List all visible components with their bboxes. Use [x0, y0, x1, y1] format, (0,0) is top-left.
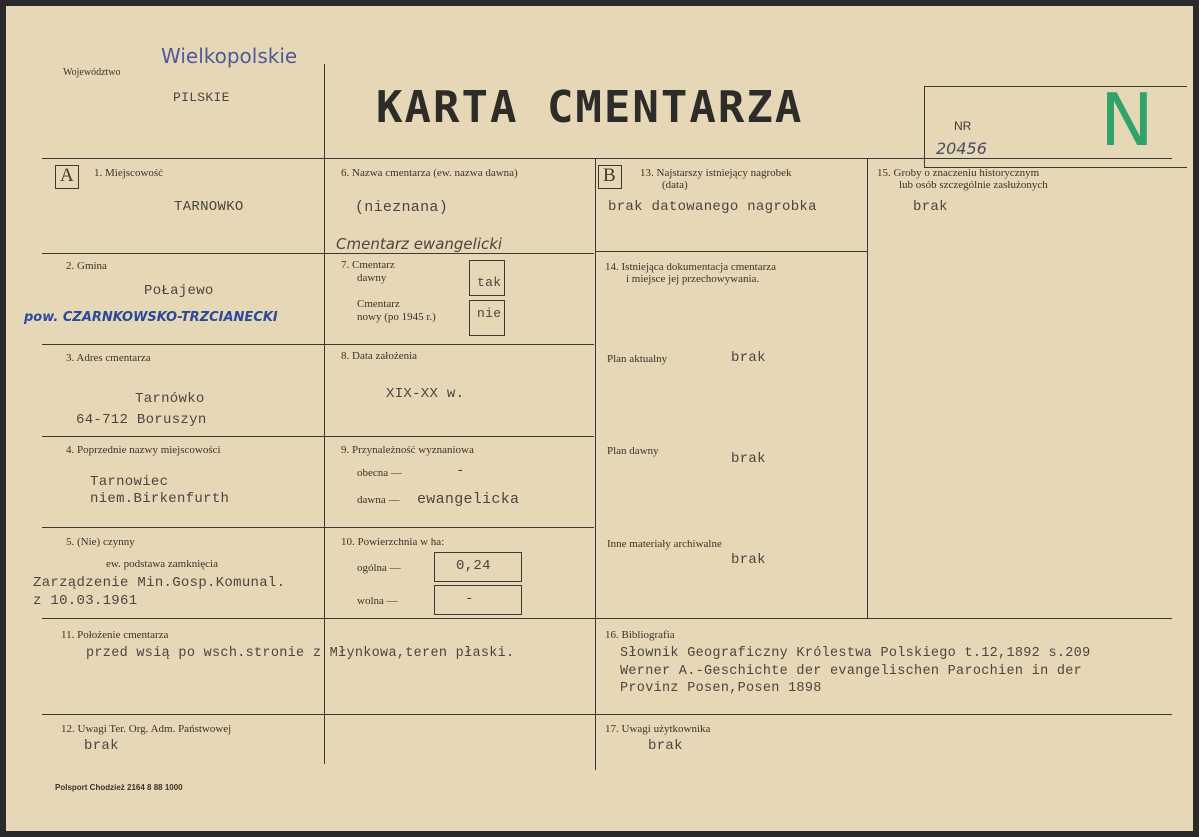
- cemetery-card: [6, 6, 1193, 831]
- category-letter: N: [1100, 78, 1154, 162]
- f14-label-line1: 14. Istniejąca dokumentacja cmentarza: [605, 261, 777, 273]
- divider: [42, 527, 594, 528]
- f5-value-line2: z 10.03.1961: [33, 593, 138, 609]
- f7-dawny-value: tak: [477, 275, 502, 290]
- f2-value: PoŁajewo: [144, 283, 214, 299]
- wojewodztwo-value: PILSKIE: [173, 90, 230, 105]
- divider: [42, 253, 594, 254]
- f9-dawna-value: ewangelicka: [417, 491, 520, 508]
- divider: [42, 344, 594, 345]
- inne-value: brak: [731, 552, 766, 568]
- f15-value: brak: [913, 199, 948, 215]
- f4-value-line2: niem.Birkenfurth: [90, 491, 230, 507]
- printer-imprint: Polsport Chodzież 2164 8 88 1000: [55, 783, 183, 792]
- f11-value: przed wsią po wsch.stronie z Młynkowa,teren płaski.: [86, 646, 515, 661]
- nr-label: NR: [954, 119, 972, 133]
- f7-label: 7. Cmentarz: [341, 259, 395, 271]
- card-title: KARTA CMENTARZA: [376, 82, 804, 133]
- f16-line3: Provinz Posen,Posen 1898: [620, 681, 822, 696]
- plan-aktualny-label: Plan aktualny: [607, 353, 668, 365]
- divider: [42, 618, 1172, 619]
- f17-label: 17. Uwagi użytkownika: [605, 723, 711, 735]
- f9-dawna-label: dawna —: [357, 494, 400, 506]
- f1-label: 1. Miejscowość: [94, 167, 164, 179]
- f17-value: brak: [648, 738, 683, 754]
- f7-dawny-label: dawny: [357, 272, 387, 284]
- divider: [42, 436, 594, 437]
- f5-label: 5. (Nie) czynny: [66, 536, 135, 548]
- f7-nowy-label-line1: Cmentarz: [357, 298, 400, 310]
- inne-label: Inne materiały archiwalne: [607, 538, 722, 550]
- f11-label: 11. Położenie cmentarza: [61, 629, 169, 641]
- divider: [42, 714, 1172, 715]
- f12-label: 12. Uwagi Ter. Org. Adm. Państwowej: [61, 723, 232, 735]
- f2-label: 2. Gmina: [66, 260, 107, 272]
- f16-line2: Werner A.-Geschichte der evangelischen Parochien in der: [620, 664, 1083, 679]
- f16-line1: Słownik Geograficzny Królestwa Polskiego t.12,1892 s.209: [620, 646, 1091, 661]
- f7-nowy-label-line2: nowy (po 1945 r.): [357, 311, 436, 323]
- f1-value: TARNOWKO: [174, 199, 244, 215]
- f15-label-line1: 15. Groby o znaczeniu historycznym: [877, 167, 1040, 179]
- plan-aktualny-value: brak: [731, 350, 766, 366]
- section-b-letter: B: [603, 165, 616, 186]
- f2-handwritten-district: pow. CZARNKOWSKO-TRZCIANECKI: [24, 310, 278, 325]
- f16-label: 16. Bibliografia: [605, 629, 675, 641]
- f9-obecna-value: -: [456, 463, 465, 479]
- f15-label-line2: lub osób szczególnie zasłużonych: [899, 179, 1048, 191]
- f4-value-line1: Tarnowiec: [90, 474, 169, 490]
- f13-value: brak datowanego nagrobka: [608, 199, 817, 215]
- section-a-letter: A: [60, 165, 74, 186]
- f9-obecna-label: obecna —: [357, 467, 402, 479]
- nr-value: 20456: [936, 139, 987, 158]
- f6-value: (nieznana): [355, 199, 449, 216]
- f8-value: XIX-XX w.: [386, 386, 465, 402]
- region-stamp: Wielkopolskie: [161, 44, 298, 68]
- wojewodztwo-label: Województwo: [63, 67, 121, 78]
- f12-value: brak: [84, 738, 119, 754]
- f10-ogolna-value: 0,24: [456, 558, 491, 574]
- f9-label: 9. Przynależność wyznaniowa: [341, 444, 474, 456]
- f10-wolna-box: [434, 585, 522, 615]
- divider: [867, 158, 868, 618]
- f4-label: 4. Poprzednie nazwy miejscowości: [66, 444, 221, 456]
- f14-label-line2: i miejsce jej przechowywania.: [626, 273, 760, 285]
- plan-dawny-value: brak: [731, 451, 766, 467]
- f10-label: 10. Powierzchnia w ha:: [341, 536, 445, 548]
- f5-sub-label: ew. podstawa zamknięcia: [106, 558, 218, 570]
- f10-wolna-value: -: [465, 591, 474, 607]
- f3-value-line1: Tarnówko: [135, 391, 205, 407]
- f6-handwritten-name: Cmentarz ewangelicki: [336, 235, 503, 253]
- divider: [595, 158, 596, 770]
- f10-ogolna-label: ogólna —: [357, 562, 401, 574]
- f3-label: 3. Adres cmentarza: [66, 352, 151, 364]
- f8-label: 8. Data założenia: [341, 350, 418, 362]
- f10-wolna-label: wolna —: [357, 595, 398, 607]
- f13-label-line1: 13. Najstarszy istniejący nagrobek: [640, 167, 792, 179]
- divider: [595, 251, 867, 252]
- plan-dawny-label: Plan dawny: [607, 445, 659, 457]
- f13-label-line2: (data): [662, 179, 688, 191]
- f6-label: 6. Nazwa cmentarza (ew. nazwa dawna): [341, 167, 518, 179]
- f7-nowy-value: nie: [477, 306, 502, 321]
- f5-value-line1: Zarządzenie Min.Gosp.Komunal.: [33, 575, 286, 591]
- f3-value-line2: 64-712 Boruszyn: [76, 412, 207, 428]
